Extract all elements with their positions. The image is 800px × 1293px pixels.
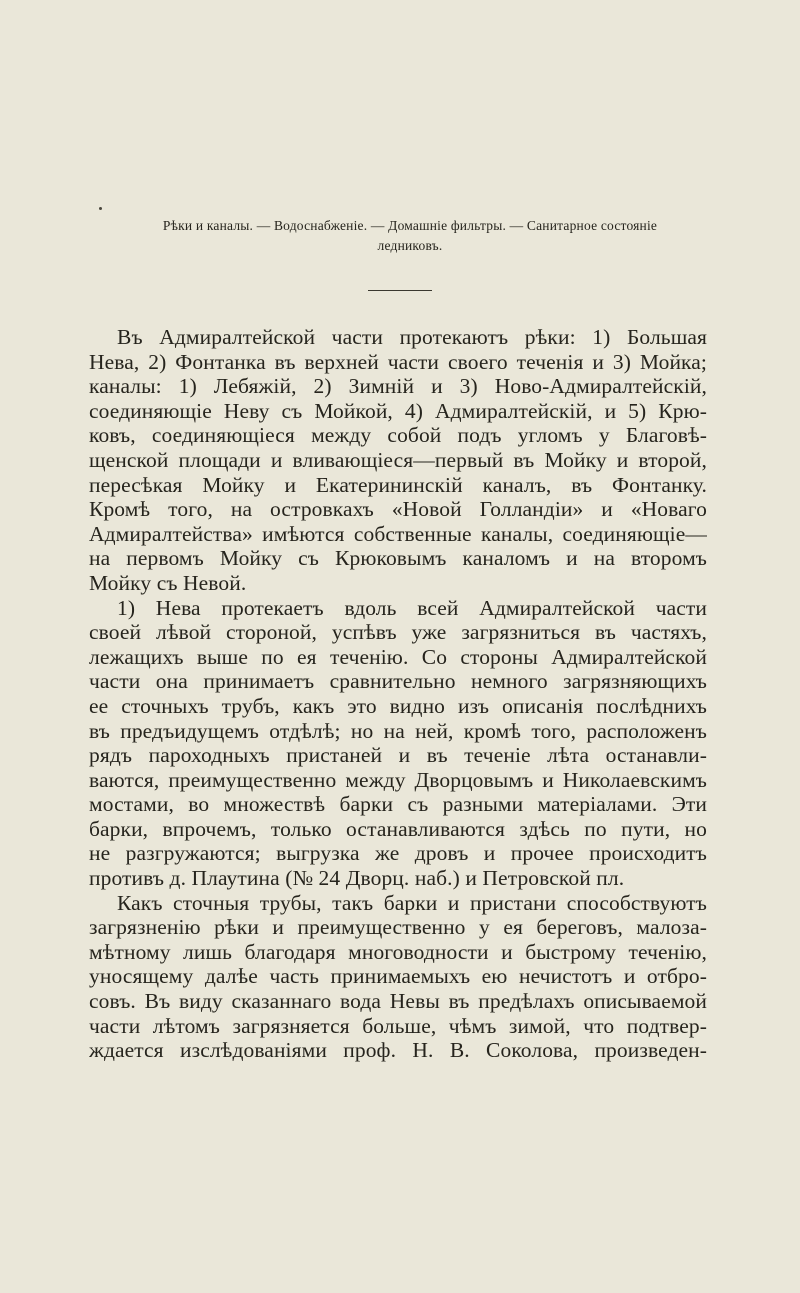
text-line: мостами, во множествѣ барки съ разными матеріалами. Эти — [89, 792, 707, 817]
text-line: части она принимаетъ сравнительно немного загрязняющихъ — [89, 669, 707, 694]
header-line-2: ледниковъ. — [377, 238, 443, 253]
text-line: каналы: 1) Лебяжій, 2) Зимній и 3) Ново-Адмиралтейскій, — [89, 374, 707, 399]
header-line-1: Рѣки и каналы. — Водоснабженіе. — Домашніе фильтры. — Санитарное состояніе — [162, 218, 658, 233]
text-line: Кромѣ того, на островкахъ «Новой Голландіи» и «Новаго — [89, 497, 707, 522]
body-text — [89, 325, 707, 1063]
text-line: ждается изслѣдованіями проф. Н. В. Соколова, произведен- — [89, 1038, 707, 1063]
text-line: лежащихъ выше по ея теченію. Со стороны Адмиралтейской — [89, 644, 707, 669]
text-line: ковъ, соединяющіеся между собой подъ угломъ у Благовѣ- — [89, 423, 707, 448]
text-line: мѣтному лишь благодаря многоводности и быстрому теченію, — [89, 939, 707, 964]
text-line: своей лѣвой стороной, успѣвъ уже загрязниться въ частяхъ, — [89, 620, 707, 645]
text-line: барки, впрочемъ, только останавливаются здѣсь по пути, но — [89, 816, 707, 841]
text-line: Адмиралтейства» имѣются собственные каналы, соединяющіе— — [89, 521, 707, 546]
header-divider — [368, 290, 432, 291]
text-line: Нева, 2) Фонтанка въ верхней части своего теченія и 3) Мойка; — [89, 349, 707, 374]
text-line: 1) Нева протекаетъ вдоль всей Адмиралтейской части — [117, 595, 707, 620]
text-line: загрязненію рѣки и преимущественно у ея береговъ, малоза- — [89, 915, 707, 940]
text-line: пересѣкая Мойку и Екатерининскій каналъ, въ Фонтанку. — [89, 472, 707, 497]
text-line: на первомъ Мойку съ Крюковымъ каналомъ и на второмъ — [89, 546, 707, 571]
page-running-header — [110, 216, 710, 256]
text-line: уносящему далѣе часть принимаемыхъ ею нечистотъ и отбро- — [89, 964, 707, 989]
text-line: въ предъидущемъ отдѣлѣ; но на ней, кромѣ того, расположенъ — [89, 718, 707, 743]
text-line: противъ д. Плаутина (№ 24 Дворц. наб.) и Петровской пл. — [89, 866, 625, 891]
text-line: рядъ пароходныхъ пристаней и въ теченіе лѣта останавли- — [89, 743, 707, 768]
text-line: Въ Адмиралтейской части протекаютъ рѣки: 1) Большая — [117, 325, 707, 349]
text-line: ее сточныхъ трубъ, какъ это видно изъ описанія послѣднихъ — [89, 693, 707, 718]
text-line: Какъ сточныя трубы, такъ барки и пристани способствуютъ — [117, 890, 707, 915]
text-line: не разгружаются; выгрузка же дровъ и прочее происходитъ — [89, 841, 707, 866]
text-line: совъ. Въ виду сказаннаго вода Невы въ предѣлахъ описываемой — [89, 989, 707, 1014]
text-line: соединяющіе Неву съ Мойкой, 4) Адмиралтейскій, и 5) Крю- — [89, 398, 707, 423]
text-line: Мойку съ Невой. — [89, 570, 247, 595]
text-line: щенской площади и вливающіеся—первый въ Мойку и второй, — [89, 447, 707, 472]
text-line: ваются, преимущественно между Дворцовымъ и Николаевскимъ — [89, 767, 707, 792]
text-line: части лѣтомъ загрязняется больше, чѣмъ зимой, что подтвер- — [89, 1013, 707, 1038]
ink-speck — [99, 207, 102, 210]
